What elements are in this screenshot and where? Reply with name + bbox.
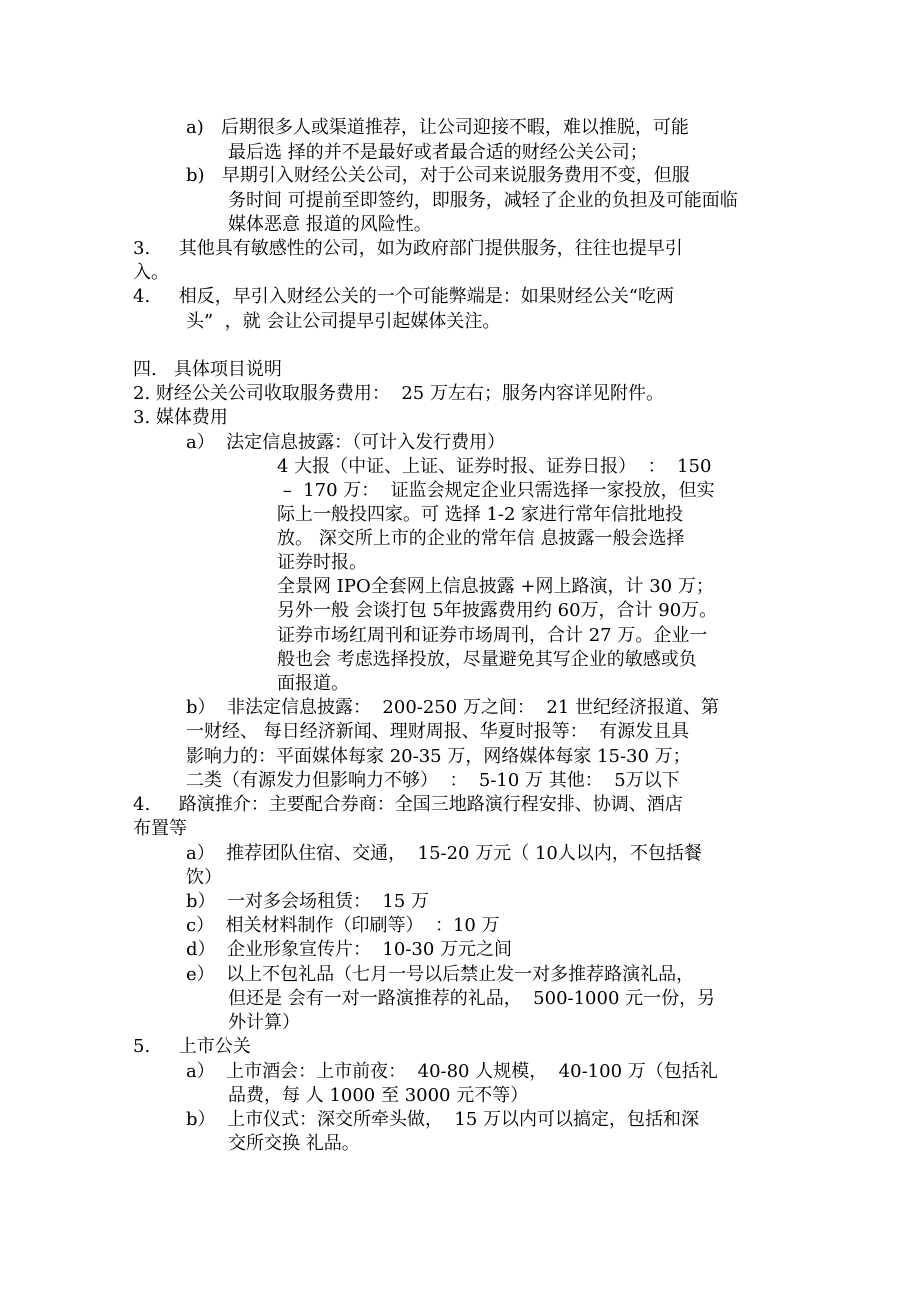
legal-disclosure-line-1: 4 大报（中证、上证、证券时报、证券日报） ： 150 [277,456,712,477]
item-4-line-1: 4. 相反，早引入财经公关的一个可能弊端是：如果财经公关“吃两 [133,286,674,307]
roadshow-line-2: 布置等 [133,818,187,839]
legal-disclosure-line-9: 般也会 考虑选择投放，尽量避免其写企业的敏感或负 [277,649,697,670]
non-legal-disclosure-line-1: b） 非法定信息披露： 200-250 万之间： 21 世纪经济报道、第 [186,697,719,718]
non-legal-disclosure-line-3: 影响力的：平面媒体每家 20-35 万，网络媒体每家 15-30 万； [186,746,691,767]
section-heading: 四. 具体项目说明 [133,359,282,380]
item-a-line-2: 最后选 择的并不是最好或者最合适的财经公关公司； [228,142,648,163]
roadshow-c: c） 相关材料制作（印刷等） ：10 万 [186,915,500,936]
item-4-line-2: 头” ，就 会让公司提早引起媒体关注。 [186,311,501,332]
listing-a-line-1: a） 上市酒会：上市前夜： 40-80 人规模， 40-100 万（包括礼 [186,1061,718,1082]
legal-disclosure-line-2: – 170 万： 证监会规定企业只需选择一家投放，但实 [277,480,715,501]
listing-b-line-1: b） 上市仪式：深交所牵头做， 15 万以内可以搞定，包括和深 [186,1109,700,1130]
legal-disclosure-line-4: 放。 深交所上市的企业的常年信 息披露一般会选择 [277,528,685,549]
item-3-line-2: 入。 [133,262,169,283]
non-legal-disclosure-line-2: 一财经、 每日经济新闻、理财周报、华夏时报等： 有源发且具 [186,721,690,742]
legal-disclosure-line-10: 面报道。 [277,673,349,694]
item-3-media: 3. 媒体费用 [133,407,228,428]
legal-disclosure-line-3: 际上一般投四家。可 选择 1-2 家进行常年信批地投 [277,504,684,525]
non-legal-disclosure-line-4: 二类（有源发力但影响力不够） ： 5-10 万 其他： 5万以下 [186,770,680,791]
legal-disclosure-line-7: 另外一般 会谈打包 5年披露费用约 60万，合计 90万。 [277,600,718,621]
listing-b-line-2: 交所交换 礼品。 [228,1133,360,1154]
roadshow-a-line-2: 饮） [186,867,222,888]
item-b-line-1: b) 早期引入财经公关公司，对于公司来说服务费用不变，但服 [186,165,690,186]
item-2-fee: 2. 财经公关公司收取服务费用： 25 万左右；服务内容详见附件。 [133,383,664,404]
roadshow-d: d） 企业形象宣传片： 10-30 万元之间 [186,939,513,960]
listing-pr-heading: 5. 上市公关 [133,1036,251,1057]
roadshow-e-line-2: 但还是 会有一对一路演推荐的礼品， 500-1000 元一份，另 [228,988,716,1009]
item-b-line-3: 媒体恶意 报道的风险性。 [228,214,432,235]
roadshow-e-line-3: 外计算） [228,1012,300,1033]
item-3-line-1: 3. 其他具有敏感性的公司，如为政府部门提供服务，往往也提早引 [133,238,683,259]
legal-disclosure-line-6: 全景网 IPO全套网上信息披露 +网上路演，计 30 万； [277,576,714,597]
listing-a-line-2: 品费，每 人 1000 至 3000 元不等） [228,1085,529,1106]
roadshow-b: b） 一对多会场租赁： 15 万 [186,891,430,912]
legal-disclosure-heading: a） 法定信息披露：（可计入发行费用） [186,432,506,453]
legal-disclosure-line-5: 证券时报。 [277,552,367,573]
roadshow-e-line-1: e） 以上不包礼品（七月一号以后禁止发一对多推荐路演礼品， [186,964,695,985]
legal-disclosure-line-8: 证券市场红周刊和证券市场周刊，合计 27 万。企业一 [277,625,708,646]
roadshow-line-1: 4. 路演推介：主要配合券商：全国三地路演行程安排、协调、酒店 [133,794,683,815]
roadshow-a-line-1: a） 推荐团队住宿、交通， 15-20 万元（ 10人以内，不包括餐 [186,843,702,864]
item-a-line-1: a) 后期很多人或渠道推荐，让公司迎接不暇，难以推脱，可能 [186,117,689,138]
item-b-line-2: 务时间 可提前至即签约，即服务，减轻了企业的负担及可能面临 [228,190,738,211]
